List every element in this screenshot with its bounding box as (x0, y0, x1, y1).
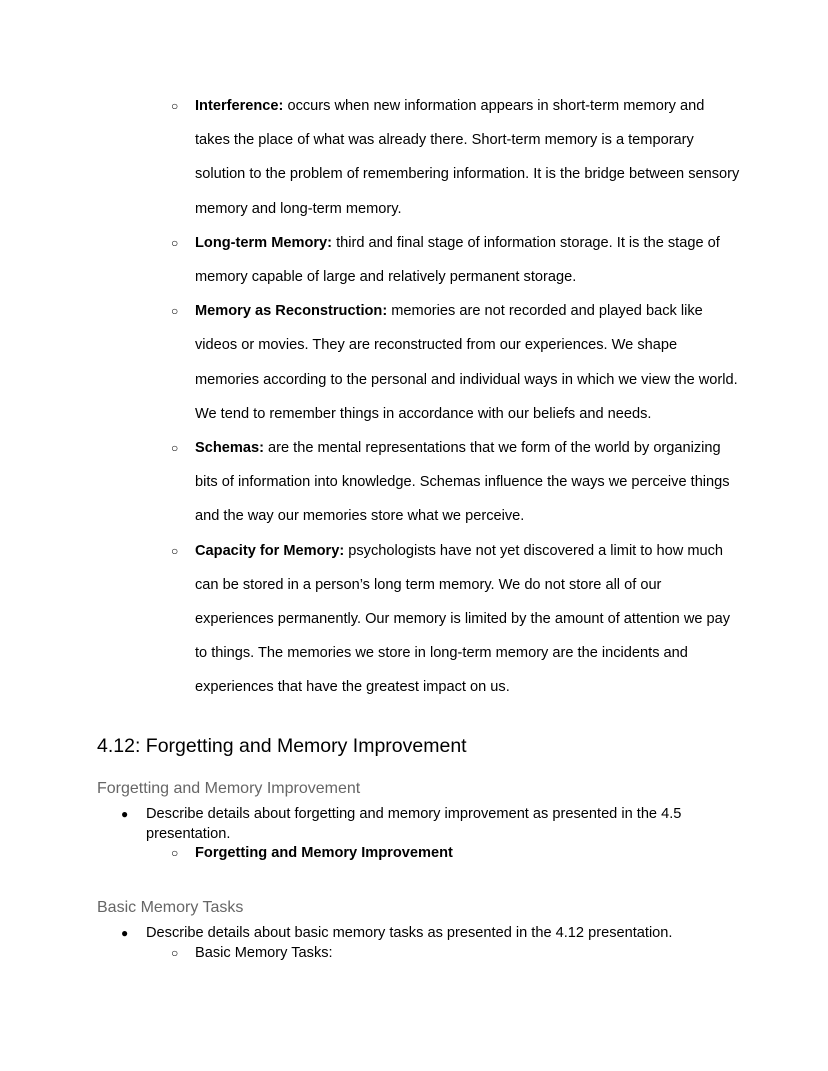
list-item-schemas (171, 431, 740, 534)
list-item-interference (171, 89, 740, 226)
term-description: memories are not recorded and played back like videos or movies. They are reconstructed from our experiences. We shape memories according to the personal and individual ways in which we view the world. We tend to remember things in accordance with our beliefs and needs. (195, 303, 738, 422)
subheading-forgetting: Forgetting and Memory Improvement (97, 780, 361, 797)
bullet-text: Describe details about basic memory tasks as presented in the 4.12 presentation. (146, 925, 673, 941)
term-label: Interference: (195, 98, 284, 114)
sub-bullet-text: Basic Memory Tasks: (195, 944, 333, 961)
section-heading: 4.12: Forgetting and Memory Improvement (97, 735, 467, 757)
term-description: psychologists have not yet discovered a limit to how much can be stored in a person’s long term memory. We do not store all of our experiences permanently. Our memory is limited by the amount of attention we pay to things. The memories we store in long-term memory are the incidents and experiences that have the greatest impact on us. (195, 542, 731, 696)
circle-bullet-icon: ○ (171, 945, 179, 960)
term-description: occurs when new information appears in short-term memory and takes the place of what was already there. Short-term memory is a temporary solution to the problem of remembering information. It is the bridge between sensory memory and long-term memory. (195, 98, 740, 217)
list-item (97, 844, 737, 864)
term-description: are the mental representations that we form of the world by organizing bits of information into knowledge. Schemas influence the ways we perceive things and the way our memories store what we perceive. (195, 440, 730, 525)
list-item (97, 924, 737, 944)
circle-bullet-icon: ○ (171, 543, 179, 558)
circle-bullet-icon: ○ (171, 99, 179, 113)
disc-bullet-icon: ● (121, 926, 129, 940)
term-label: Schemas: (195, 440, 264, 457)
list-item-capacity-for-memory (171, 534, 740, 705)
circle-bullet-icon: ○ (171, 304, 179, 319)
sub-bullet-text: Forgetting and Memory Improvement (195, 845, 453, 861)
memory-terms-list (171, 89, 740, 705)
term-label: Capacity for Memory: (195, 542, 345, 559)
subheading-basic-memory-tasks: Basic Memory Tasks (97, 899, 244, 916)
disc-bullet-icon: ● (121, 807, 129, 821)
circle-bullet-icon: ○ (171, 846, 179, 860)
circle-bullet-icon: ○ (171, 235, 179, 250)
term-label: Long-term Memory: (195, 234, 333, 251)
basic-tasks-bullets (97, 924, 737, 963)
list-item (97, 944, 737, 964)
term-label: Memory as Reconstruction: (195, 303, 388, 320)
forgetting-bullets (97, 805, 737, 864)
circle-bullet-icon: ○ (171, 441, 179, 456)
list-item-memory-as-reconstruction (171, 294, 740, 431)
term-description: third and final stage of information storage. It is the stage of memory capable of large and relatively permanent storage. (195, 234, 720, 286)
list-item (97, 805, 737, 844)
list-item-long-term-memory (171, 226, 740, 294)
bullet-text: Describe details about forgetting and memory improvement as presented in the 4.5 presentation. (146, 806, 682, 842)
